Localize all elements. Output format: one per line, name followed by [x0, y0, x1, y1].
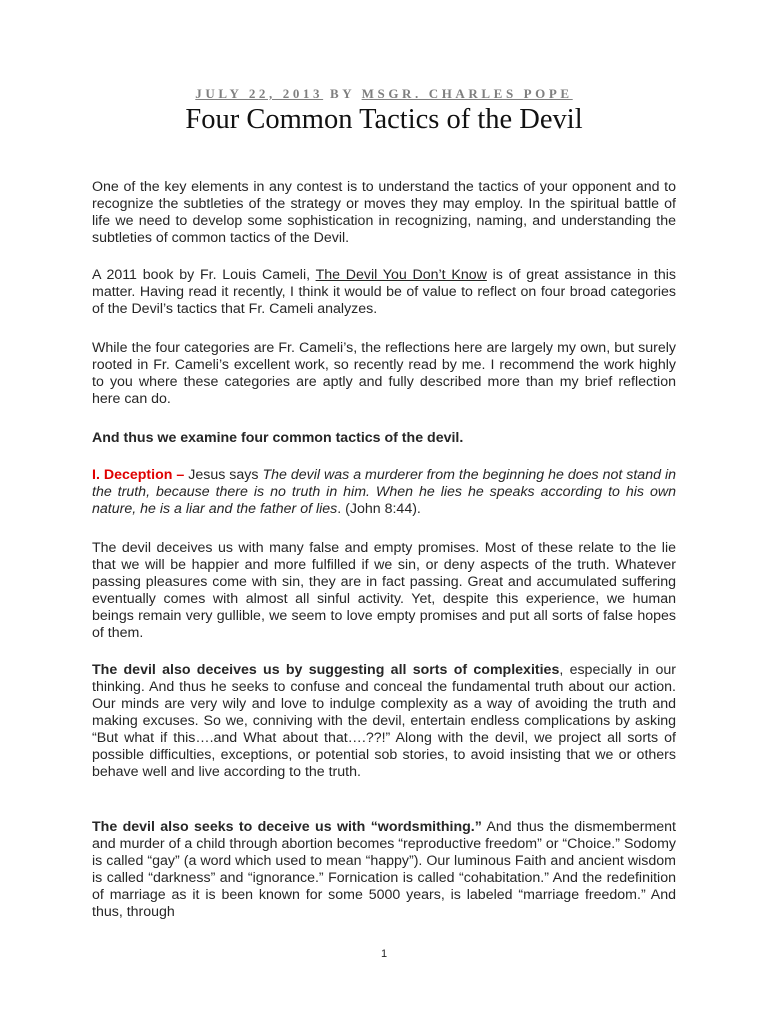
deception-quote: The devil was a murderer from the beginning he does not stand in the truth, because there is no truth in him. When he lies he speaks according to his own nature, he is a liar and the father of lies [92, 467, 676, 517]
paragraph-book-before: A 2011 book by Fr. Louis Cameli, [92, 267, 316, 283]
deception-heading: I. Deception – [92, 467, 185, 483]
paragraph-intro: One of the key elements in any contest is to understand the tactics of your opponent and to recognize the subtleties of the strategy or moves they may employ. In the spiritual battle of life we need to develop some sophistication in recognizing, naming, and understanding the subtleties of common tactics of the Devil. [92, 179, 676, 246]
complexities-lead: The devil also deceives us by suggesting all sorts of complexities [92, 662, 560, 678]
paragraph-complexities [92, 662, 676, 781]
book-title-link[interactable]: The Devil You Don’t Know [315, 267, 487, 283]
post-date-link[interactable]: JULY 22, 2013 [195, 86, 324, 101]
paragraph-book [92, 267, 676, 318]
wordsmithing-lead: The devil also seeks to deceive us with “wordsmithing.” [92, 819, 482, 835]
wordsmithing-body: And thus the dismemberment and murder of a child through abortion becomes “reproductive freedom” or “Choice.” Sodomy is called “gay” (a word which used to mean “happy”). Our luminous Faith and ancient wisdom is called “darkness” and “ignorance.” Fornication is called “cohabitation.” And the redefinition of marriage as it is been known for some 5000 years, is labeled “marriage freedom.” And thus, through [92, 819, 676, 920]
paragraph-categories: While the four categories are Fr. Cameli’s, the reflections here are largely my own, but surely rooted in Fr. Cameli’s excellent work, so recently read by me. I recommend the work highly to you where these categories are aptly and fully described more than my brief reflection here can do. [92, 340, 676, 407]
byline [92, 86, 676, 102]
paragraph-book-after: is of great assistance in this matter. Having read it recently, I think it would be of value to reflect on four broad categories of the Devil’s tactics that Fr. Cameli analyzes. [92, 267, 676, 317]
paragraph-wordsmithing [92, 819, 676, 921]
paragraph-false-promises: The devil deceives us with many false and empty promises. Most of these relate to the lie that we will be happier and more fulfilled if we sin, or deny aspects of the truth. Whatever passing pleasures come with sin, they are in fact passing. Great and accumulated suffering eventually comes with almost all sinful activity. Yet, despite this experience, we human beings remain very gullible, we seem to love empty promises and put all sorts of false hopes of them. [92, 540, 676, 641]
deception-reference: . (John 8:44). [337, 501, 421, 517]
deception-lead: Jesus says [184, 467, 263, 483]
paragraph-thesis: And thus we examine four common tactics of the devil. [92, 430, 464, 446]
author-link[interactable]: MSGR. CHARLES POPE [361, 86, 573, 101]
byline-by: BY [329, 86, 355, 101]
article-title: Four Common Tactics of the Devil [185, 104, 583, 135]
complexities-body: , especially in our thinking. And thus he seeks to confuse and conceal the fundamental truth about our action. Our minds are very wily and love to indulge complexity as a way of avoiding the truth and making excuses. So we, conniving with the devil, entertain endless complications by asking “But what if this….and What about that….??!” Along with the devil, we project all sorts of possible difficulties, exceptions, or potential sob stories, to avoid insisting that we or others behave well and live according to the truth. [92, 662, 676, 780]
page-number: 1 [380, 948, 388, 960]
section-deception [92, 467, 676, 518]
